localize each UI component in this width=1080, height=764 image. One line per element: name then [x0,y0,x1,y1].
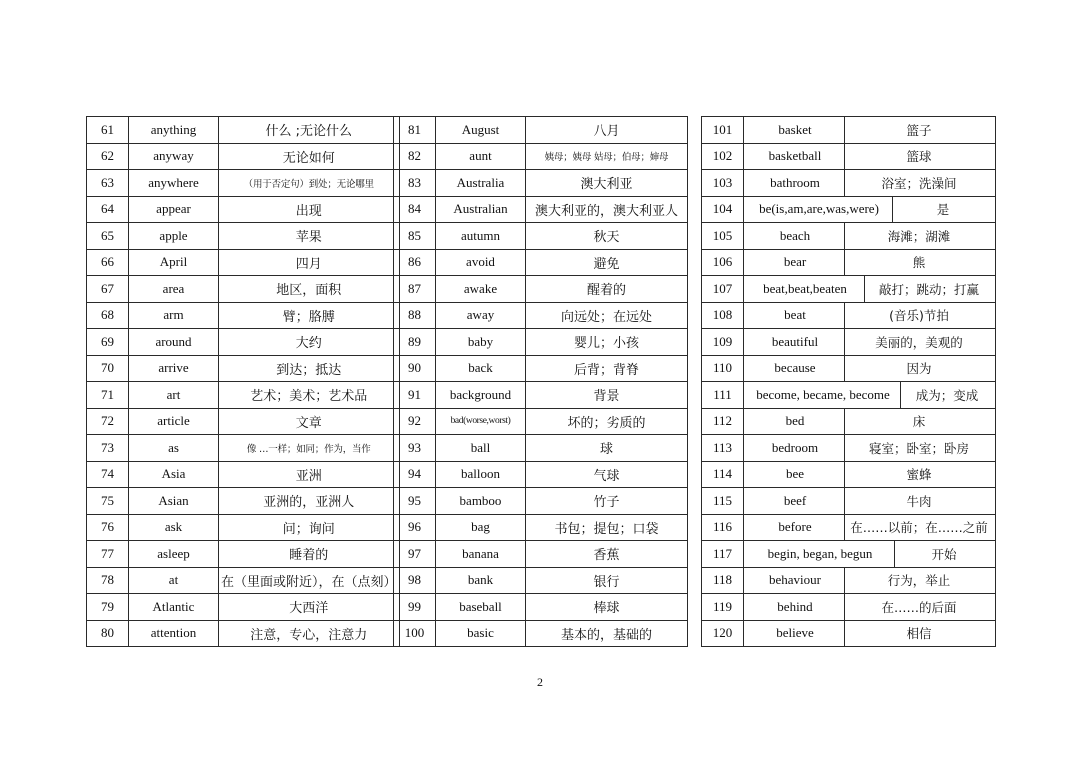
table-row [702,382,996,409]
entry-number: 72 [87,408,129,435]
entry-meaning: 球 [526,435,688,462]
entry-meaning: 睡着的 [219,541,400,568]
entry-meaning: 臂；胳膊 [219,302,400,329]
table-row [87,249,400,276]
table-row [87,143,400,170]
entry-cell [744,488,996,515]
entry-meaning: 苹果 [219,223,400,250]
entry-meaning: 篮球 [906,149,932,165]
entry-number: 92 [394,408,436,435]
entry-number: 104 [702,196,744,223]
entry-meaning: 地区，面积 [219,276,400,303]
entry-number: 86 [394,249,436,276]
entry-meaning: 寝室；卧室；卧房 [868,440,969,456]
entry-meaning: 行为，举止 [887,573,951,589]
entry-number: 84 [394,196,436,223]
entry-number: 76 [87,514,129,541]
table-row [394,567,688,594]
entry-number: 116 [702,514,744,541]
table-row [87,329,400,356]
entry-number: 71 [87,382,129,409]
entry-word: beef [746,488,845,514]
entry-word: Asia [129,461,219,488]
entry-cell [744,594,996,621]
entry-number: 108 [702,302,744,329]
entry-meaning: 是 [936,202,950,218]
entry-word: apple [129,223,219,250]
entry-meaning: 婴儿；小孩 [526,329,688,356]
table-row [87,355,400,382]
entry-meaning: 牛肉 [906,493,932,509]
entry-number: 119 [702,594,744,621]
entry-meaning: 坏的；劣质的 [526,408,688,435]
entry-cell [744,541,996,568]
entry-word: appear [129,196,219,223]
entry-word: beach [746,223,845,249]
table-row [702,355,996,382]
entry-meaning: 向远处；在远处 [526,302,688,329]
entry-meaning: 大约 [219,329,400,356]
entry-number: 87 [394,276,436,303]
entry-word: autumn [436,223,526,250]
entry-word: aunt [436,143,526,170]
entry-number: 79 [87,594,129,621]
table-row [394,223,688,250]
table-row [87,408,400,435]
entry-cell [744,196,996,223]
entry-meaning: 无论如何 [219,143,400,170]
entry-number: 93 [394,435,436,462]
entry-meaning: 避免 [526,249,688,276]
entry-word: bee [746,462,845,488]
entry-word: behind [746,594,845,620]
entry-meaning: 竹子 [526,488,688,515]
entry-meaning: 出现 [219,196,400,223]
entry-meaning: 篮子 [906,122,932,138]
entry-number: 105 [702,223,744,250]
table-row [87,514,400,541]
entry-word: Australia [436,170,526,197]
entry-number: 90 [394,355,436,382]
entry-cell [744,408,996,435]
entry-word: believe [746,621,845,647]
entry-meaning: 在（里面或附近），在（点刻） [219,567,400,594]
entry-cell [744,382,996,409]
entry-meaning: 在……以前；在……之前 [850,520,988,536]
table-row [702,302,996,329]
table-row [702,170,996,197]
table-row [87,117,400,144]
entry-number: 96 [394,514,436,541]
entry-cell [744,620,996,647]
entry-number: 70 [87,355,129,382]
entry-meaning: 蜜蜂 [906,467,932,483]
entry-meaning: 背景 [526,382,688,409]
entry-word: bear [746,250,845,276]
entry-number: 120 [702,620,744,647]
table-row [87,276,400,303]
entry-word: basket [746,117,845,143]
entry-word: attention [129,620,219,647]
entry-word: anywhere [129,170,219,197]
entry-word: avoid [436,249,526,276]
entry-number: 85 [394,223,436,250]
entry-meaning: 浴室；洗澡间 [881,175,957,191]
table-row [394,196,688,223]
table-row [87,541,400,568]
table-row [702,594,996,621]
entry-number: 82 [394,143,436,170]
entry-word: bamboo [436,488,526,515]
entry-number: 67 [87,276,129,303]
entry-meaning: 澳大利亚的，澳大利亚人 [526,196,688,223]
entry-word: bed [746,409,845,435]
entry-word: bank [436,567,526,594]
entry-meaning: 秋天 [526,223,688,250]
entry-meaning: (音乐)节拍 [889,308,949,324]
entry-number: 110 [702,355,744,382]
entry-word: arm [129,302,219,329]
entry-number: 100 [394,620,436,647]
table-row [394,620,688,647]
entry-number: 89 [394,329,436,356]
table-row [87,461,400,488]
entry-meaning: 因为 [906,361,932,377]
entry-cell [744,461,996,488]
entry-meaning: 敲打；跳动；打赢 [878,281,979,297]
table-row [702,514,996,541]
entry-word: because [746,356,845,382]
entry-word: anything [129,117,219,144]
entry-meaning: 四月 [219,249,400,276]
entry-word: bad(worse,worst) [436,408,526,435]
table-row [702,143,996,170]
entry-word: bag [436,514,526,541]
table-row [702,249,996,276]
entry-number: 68 [87,302,129,329]
table-row [702,567,996,594]
entry-meaning: 银行 [526,567,688,594]
entry-word: bedroom [746,435,845,461]
entry-number: 83 [394,170,436,197]
table-row [394,541,688,568]
entry-meaning: 海滩；湖滩 [887,228,951,244]
entry-word: become, became, become [746,382,901,408]
table-row [394,117,688,144]
vocab-table-3 [701,116,996,647]
entry-number: 69 [87,329,129,356]
entry-meaning: 问；询问 [219,514,400,541]
entry-cell [744,302,996,329]
entry-number: 118 [702,567,744,594]
entry-number: 113 [702,435,744,462]
table-row [702,276,996,303]
entry-cell [744,435,996,462]
table-row [87,223,400,250]
entry-meaning: 棒球 [526,594,688,621]
entry-meaning: 后背；背脊 [526,355,688,382]
entry-number: 112 [702,408,744,435]
entry-number: 109 [702,329,744,356]
entry-word: be(is,am,are,was,were) [746,197,893,223]
entry-word: balloon [436,461,526,488]
page-number: 2 [537,675,543,689]
table-row [87,620,400,647]
entry-word: arrive [129,355,219,382]
entry-meaning: 相信 [906,626,932,642]
entry-word: at [129,567,219,594]
entry-word: area [129,276,219,303]
table-row [702,461,996,488]
entry-cell [744,514,996,541]
entry-meaning: 在……的后面 [881,599,957,615]
entry-number: 88 [394,302,436,329]
entry-number: 73 [87,435,129,462]
table-row [702,435,996,462]
entry-number: 64 [87,196,129,223]
entry-word: anyway [129,143,219,170]
table-row [87,196,400,223]
entry-number: 91 [394,382,436,409]
entry-meaning: 姨母；姨母 姑母；伯母；婶母 [526,143,688,170]
entry-number: 63 [87,170,129,197]
entry-number: 117 [702,541,744,568]
entry-cell [744,355,996,382]
vocab-table-1 [86,116,400,647]
entry-number: 95 [394,488,436,515]
entry-number: 99 [394,594,436,621]
entry-number: 98 [394,567,436,594]
entry-word: bathroom [746,170,845,196]
entry-meaning: 熊 [912,255,926,271]
entry-number: 107 [702,276,744,303]
table-row [394,302,688,329]
entry-word: begin, began, begun [746,541,895,567]
table-row [87,435,400,462]
entry-meaning: （用于否定句）到处；无论哪里 [219,170,400,197]
entry-meaning: 床 [912,414,926,430]
entry-meaning: 醒着的 [526,276,688,303]
entry-meaning: 澳大利亚 [526,170,688,197]
entry-number: 65 [87,223,129,250]
table-row [394,514,688,541]
entry-number: 101 [702,117,744,144]
entry-number: 114 [702,461,744,488]
entry-word: back [436,355,526,382]
table-row [394,143,688,170]
entry-word: awake [436,276,526,303]
entry-number: 80 [87,620,129,647]
entry-cell [744,276,996,303]
entry-meaning: 到达；抵达 [219,355,400,382]
entry-word: art [129,382,219,409]
entry-meaning: 什么 ;无论什么 [219,117,400,144]
entry-number: 106 [702,249,744,276]
table-row [702,620,996,647]
entry-cell [744,170,996,197]
entry-word: Atlantic [129,594,219,621]
entry-word: August [436,117,526,144]
table-row [702,117,996,144]
table-row [702,488,996,515]
entry-number: 103 [702,170,744,197]
table-row [87,488,400,515]
entry-number: 94 [394,461,436,488]
entry-cell [744,249,996,276]
entry-meaning: 艺术；美术；艺术品 [219,382,400,409]
entry-cell [744,567,996,594]
entry-number: 102 [702,143,744,170]
table-row [702,408,996,435]
table-row [87,567,400,594]
entry-cell [744,223,996,250]
table-row [394,355,688,382]
table-row [394,461,688,488]
entry-meaning: 亚洲 [219,461,400,488]
entry-word: beat [746,303,845,329]
entry-word: basic [436,620,526,647]
entry-word: around [129,329,219,356]
entry-word: background [436,382,526,409]
table-row [394,594,688,621]
entry-meaning: 美丽的，美观的 [875,334,963,350]
entry-meaning: 开始 [931,546,957,562]
entry-meaning: 气球 [526,461,688,488]
entry-number: 75 [87,488,129,515]
entry-word: ask [129,514,219,541]
table-row [702,196,996,223]
table-row [87,302,400,329]
table-row [394,488,688,515]
entry-number: 61 [87,117,129,144]
entry-number: 62 [87,143,129,170]
entry-word: behaviour [746,568,845,594]
entry-number: 111 [702,382,744,409]
entry-word: baby [436,329,526,356]
entry-meaning: 香蕉 [526,541,688,568]
table-row [394,276,688,303]
entry-meaning: 文章 [219,408,400,435]
table-row [87,382,400,409]
entry-word: Australian [436,196,526,223]
table-row [702,541,996,568]
table-row [394,329,688,356]
entry-meaning: 基本的，基础的 [526,620,688,647]
table-row [394,435,688,462]
entry-word: baseball [436,594,526,621]
table-row [87,170,400,197]
table-row [702,223,996,250]
entry-word: April [129,249,219,276]
table-row [394,408,688,435]
entry-meaning: 大西洋 [219,594,400,621]
table-row [394,382,688,409]
entry-number: 74 [87,461,129,488]
table-row [87,594,400,621]
entry-meaning: 注意，专心，注意力 [219,620,400,647]
entry-cell [744,117,996,144]
entry-number: 115 [702,488,744,515]
entry-word: before [746,515,845,541]
entry-word: basketball [746,144,845,170]
entry-meaning: 八月 [526,117,688,144]
entry-number: 66 [87,249,129,276]
entry-word: as [129,435,219,462]
entry-word: beautiful [746,329,845,355]
entry-cell [744,143,996,170]
entry-number: 97 [394,541,436,568]
entry-meaning: 亚洲的，亚洲人 [219,488,400,515]
entry-word: beat,beat,beaten [746,276,865,302]
entry-word: away [436,302,526,329]
entry-meaning: 像 …一样；如同；作为，当作 [219,435,400,462]
entry-word: banana [436,541,526,568]
vocab-table-2 [393,116,688,647]
entry-number: 81 [394,117,436,144]
entry-word: ball [436,435,526,462]
entry-word: asleep [129,541,219,568]
entry-number: 77 [87,541,129,568]
entry-cell [744,329,996,356]
entry-number: 78 [87,567,129,594]
table-row [394,170,688,197]
entry-word: Asian [129,488,219,515]
table-row [394,249,688,276]
table-row [702,329,996,356]
entry-meaning: 书包；提包；口袋 [526,514,688,541]
entry-word: article [129,408,219,435]
entry-meaning: 成为；变成 [915,387,979,403]
